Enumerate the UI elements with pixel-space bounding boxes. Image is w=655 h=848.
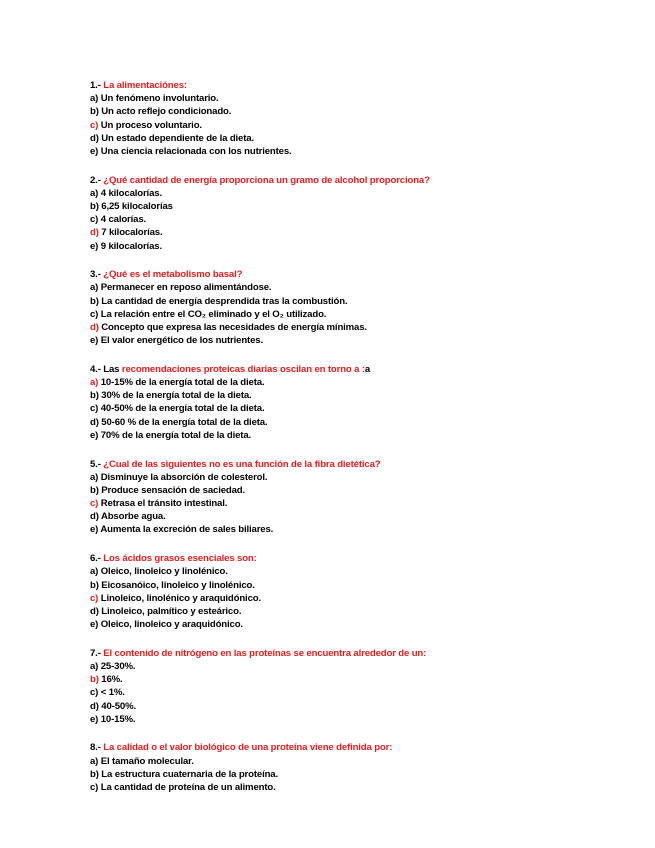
option-text: 16%. [101, 674, 123, 686]
option-letter: c) [90, 308, 99, 320]
question-title [90, 363, 610, 376]
option-text: < 1%. [100, 687, 125, 699]
option-text: Un estado dependiente de la dieta. [101, 132, 254, 144]
answer-option [90, 755, 610, 768]
option-letter: d) [90, 416, 99, 428]
question-title [90, 741, 610, 754]
option-letter: a) [90, 566, 99, 578]
question-title [90, 268, 610, 281]
question-number: 4.- [90, 363, 101, 375]
option-letter: d) [90, 227, 99, 239]
option-letter: b) [90, 201, 99, 212]
question-number: 1.- [90, 80, 101, 91]
question-text: Los ácidos grasos esenciales son: [103, 553, 257, 565]
answer-option [90, 700, 610, 713]
option-letter: d) [90, 322, 99, 333]
question-3 [90, 268, 610, 347]
question-title [90, 458, 610, 471]
option-text: Disminuye la absorción de colesterol. [100, 471, 268, 483]
option-letter: c) [90, 498, 99, 510]
option-text: Un acto reflejo condicionado. [101, 106, 232, 118]
answer-option [90, 213, 610, 226]
option-letter: b) [90, 390, 99, 402]
option-letter: e) [90, 240, 99, 252]
option-text: 9 kilocalorías. [100, 240, 162, 252]
answer-option [90, 132, 610, 145]
answer-option [90, 334, 610, 347]
option-letter: e) [90, 429, 99, 441]
answer-option [90, 781, 610, 794]
option-text: 4 calorías. [100, 214, 147, 226]
option-letter: e) [90, 335, 99, 347]
answer-option [90, 281, 610, 294]
option-text: La estructura cuaternaria de la proteína. [101, 768, 279, 780]
option-text: 40-50%. [101, 700, 136, 712]
option-letter: d) [90, 511, 99, 523]
question-title [90, 79, 610, 92]
answer-option [90, 200, 610, 213]
option-letter: a) [90, 660, 99, 672]
option-text: La relación entre el CO₂ eliminado y el O₂ utilizado. [100, 308, 327, 320]
question-6 [90, 552, 610, 631]
option-letter: a) [90, 282, 99, 294]
option-text: 70% de la energía total de la dieta. [100, 429, 252, 441]
answer-option [90, 416, 610, 429]
option-letter: c) [90, 781, 99, 793]
option-letter: a) [90, 755, 99, 767]
answer-option [90, 471, 610, 484]
answer-option [90, 605, 610, 618]
question-text: Las [103, 363, 122, 375]
question-text: El contenido de nitrógeno en las proteínas se encuentra alrededor de un: [103, 647, 427, 659]
question-number: 7.- [90, 647, 101, 659]
option-text: Eicosanóico, linoleico y linolénico. [101, 579, 255, 591]
option-text: 50-60 % de la energía total de la dieta. [101, 416, 268, 428]
option-letter: a) [90, 187, 99, 199]
question-text: recomendaciones proteicas diarias oscilan en torno a : [121, 363, 365, 375]
answer-option [90, 402, 610, 415]
answer-option [90, 92, 610, 105]
option-text: Produce sensación de saciedad. [101, 484, 246, 496]
option-text: Un proceso voluntario. [100, 119, 202, 131]
option-letter: b) [90, 484, 99, 496]
question-title [90, 647, 610, 660]
question-text: La alimentaciónes: [103, 80, 187, 91]
option-text: Oleico, linoleico y linolénico. [100, 566, 228, 578]
answer-option [90, 295, 610, 308]
answer-option [90, 768, 610, 781]
option-letter: b) [90, 579, 99, 591]
option-letter: e) [90, 524, 99, 536]
answer-option [90, 308, 610, 321]
option-text: 25-30%. [100, 660, 136, 672]
option-letter: b) [90, 674, 99, 686]
option-letter: c) [90, 214, 99, 226]
option-letter: a) [90, 471, 99, 483]
question-8 [90, 741, 610, 794]
answer-option [90, 240, 610, 253]
option-text: El tamaño molecular. [100, 755, 194, 767]
answer-option [90, 660, 610, 673]
answer-option [90, 523, 610, 536]
answer-option [90, 119, 610, 132]
question-text: a [364, 363, 371, 375]
option-letter: d) [90, 605, 99, 617]
option-letter: e) [90, 713, 99, 725]
option-letter: a) [90, 93, 99, 105]
option-text: 7 kilocalorías. [101, 227, 163, 239]
option-text: 40-50% de la energía total de la dieta. [100, 403, 265, 415]
answer-option [90, 510, 610, 523]
question-text: ¿Qué cantidad de energía proporciona un gramo de alcohol proporciona? [103, 174, 430, 186]
option-text: La cantidad de energía desprendida tras la combustión. [101, 295, 348, 307]
answer-option [90, 686, 610, 699]
option-text: Aumenta la excreción de sales biliares. [100, 524, 274, 536]
option-text: Una ciencia relacionada con los nutrientes. [100, 145, 292, 157]
answer-option [90, 565, 610, 578]
question-number: 6.- [90, 553, 101, 565]
answer-option [90, 579, 610, 592]
option-letter: c) [90, 687, 99, 699]
answer-option [90, 226, 610, 239]
option-text: Permanecer en reposo alimentándose. [100, 282, 272, 294]
option-letter: a) [90, 377, 99, 389]
question-title [90, 552, 610, 565]
answer-option [90, 145, 610, 158]
option-text: 30% de la energía total de la dieta. [101, 390, 252, 402]
option-text: El valor energético de los nutrientes. [100, 335, 263, 347]
option-letter: b) [90, 295, 99, 307]
option-letter: d) [90, 132, 99, 144]
option-letter: b) [90, 768, 99, 780]
question-number: 2.- [90, 174, 101, 186]
answer-option [90, 389, 610, 402]
option-text: Linoleico, palmítico y esteárico. [101, 605, 242, 617]
option-text: 4 kilocalorías. [100, 187, 162, 199]
question-7 [90, 647, 610, 726]
question-number: 3.- [90, 269, 101, 281]
answer-option [90, 105, 610, 118]
answer-option [90, 592, 610, 605]
option-text: 6,25 kilocalorías [101, 201, 173, 212]
answer-option [90, 713, 610, 726]
question-number: 8.- [90, 742, 101, 754]
option-text: Retrasa el tránsito intestinal. [100, 498, 228, 510]
answer-option [90, 618, 610, 631]
option-letter: c) [90, 403, 99, 415]
answer-option [90, 321, 610, 334]
question-text: ¿Qué es el metabolismo basal? [103, 269, 243, 281]
answer-option [90, 497, 610, 510]
option-letter: b) [90, 106, 99, 118]
question-title [90, 174, 610, 187]
question-text: La calidad o el valor biológico de una proteína viene definida por: [103, 742, 393, 754]
option-letter: c) [90, 592, 99, 604]
question-list [90, 79, 610, 810]
option-text: 10-15%. [100, 713, 136, 725]
option-text: Linoleico, linolénico y araquidónico. [100, 592, 261, 604]
answer-option [90, 187, 610, 200]
question-5 [90, 458, 610, 537]
answer-option [90, 376, 610, 389]
option-letter: e) [90, 145, 99, 157]
option-letter: e) [90, 619, 99, 631]
answer-option [90, 429, 610, 442]
option-text: Oleico, linoleico y araquidónico. [100, 619, 243, 631]
answer-option [90, 673, 610, 686]
question-1 [90, 79, 610, 158]
option-letter: c) [90, 119, 99, 131]
question-number: 5.- [90, 458, 101, 470]
question-2 [90, 174, 610, 253]
option-text: Absorbe agua. [100, 511, 166, 523]
option-letter: d) [90, 700, 99, 712]
option-text: Concepto que expresa las necesidades de energía mínimas. [101, 322, 367, 333]
option-text: 10-15% de la energía total de la dieta. [100, 377, 265, 389]
question-text: ¿Cual de las siguientes no es una función de la fibra dietética? [103, 458, 381, 470]
option-text: Un fenómeno involuntario. [100, 93, 219, 105]
question-4 [90, 363, 610, 442]
answer-option [90, 484, 610, 497]
option-text: La cantidad de proteína de un alimento. [100, 781, 276, 793]
